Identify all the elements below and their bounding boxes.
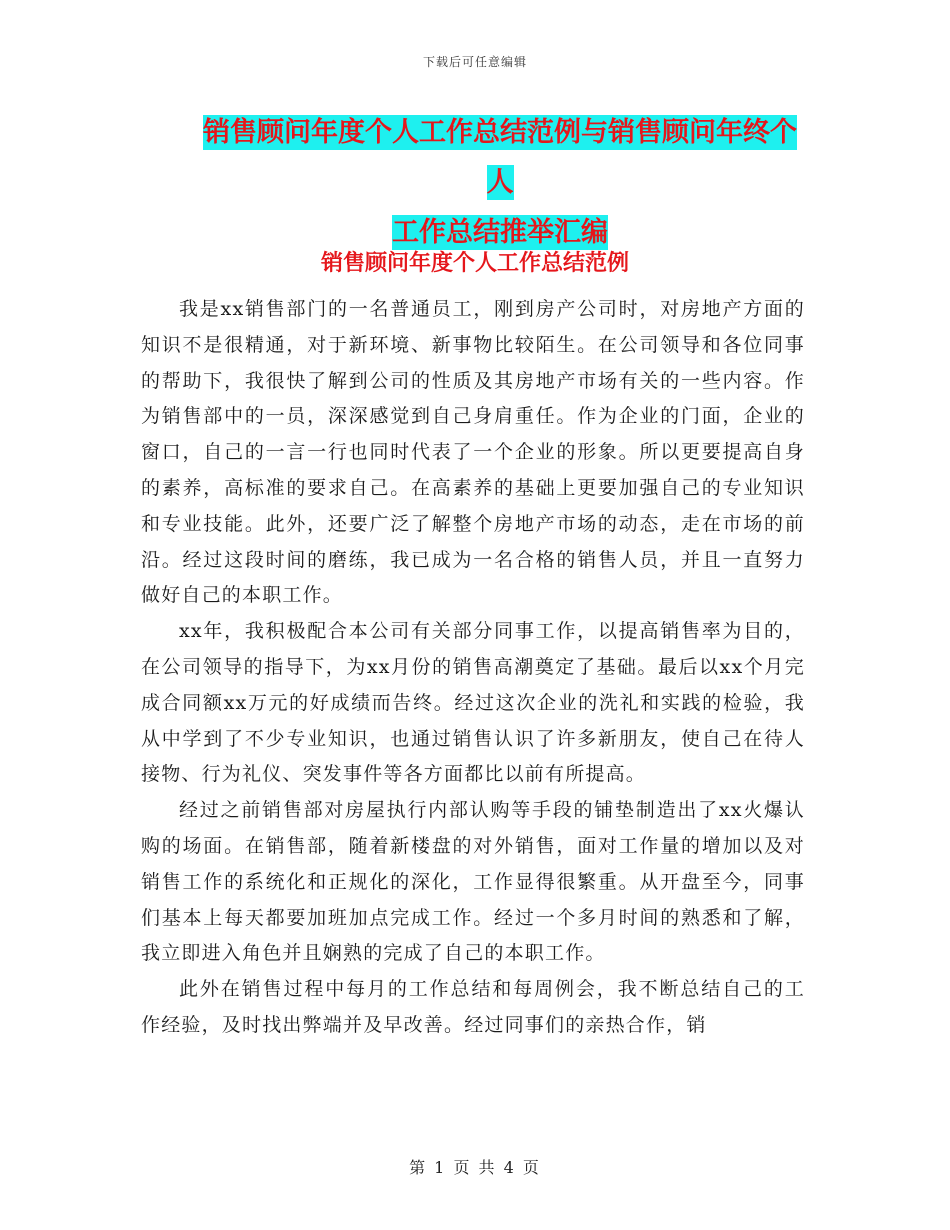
title-line-2: 工作总结推举汇编 [392,217,608,248]
title-line-1: 销售顾问年度个人工作总结范例与销售顾问年终个人 [203,117,797,198]
header-note: 下载后可任意编辑 [422,55,527,69]
paragraph: 我是xx销售部门的一名普通员工，刚到房产公司时，对房地产方面的知识不是很精通，对于新环境、新事物比较陌生。在公司领导和各位同事的帮助下，我很快了解到公司的性质及其房地产市场有关的一些内容。作为销售部中的一员，深深感觉到自己身肩重任。作为企业的门面，企业的窗口，自己的一言一行也同时代表了一个企业的形象。所以更要提高自身的素养，高标准的要求自己。在高素养的基础上更要加强自己的专业知识和专业技能。此外，还要广泛了解整个房地产市场的动态，走在市场的前沿。经过这段时间的磨练，我已成为一名合格的销售人员，并且一直努力做好自己的本职工作。 [141,298,805,607]
paragraph: xx年，我积极配合本公司有关部分同事工作，以提高销售率为目的，在公司领导的指导下，为xx月份的销售高潮奠定了基础。最后以xx个月完成合同额xx万元的好成绩而告终。经过这次企业的洗礼和实践的检验，我从中学到了不少专业知识，也通过销售认识了许多新朋友，使自己在待人接物、行为礼仪、突发事件等各方面都比以前有所提高。 [141,620,805,786]
section-title: 销售顾问年度个人工作总结范例 [320,251,629,276]
paragraph: 经过之前销售部对房屋执行内部认购等手段的铺垫制造出了xx火爆认购的场面。在销售部，随着新楼盘的对外销售，面对工作量的增加以及对销售工作的系统化和正规化的深化，工作显得很繁重。从开盘至今，同事们基本上每天都要加班加点完成工作。经过一个多月时间的熟悉和了解，我立即进入角色并且娴熟的完成了自己的本职工作。 [141,799,805,965]
document-title [190,108,810,258]
paragraph: 此外在销售过程中每月的工作总结和每周例会，我不断总结自己的工作经验，及时找出弊端并及早改善。经过同事们的亲热合作，销 [141,978,805,1036]
body-text [141,292,805,1044]
page-footer: 第 1 页 共 4 页 [409,1158,541,1177]
